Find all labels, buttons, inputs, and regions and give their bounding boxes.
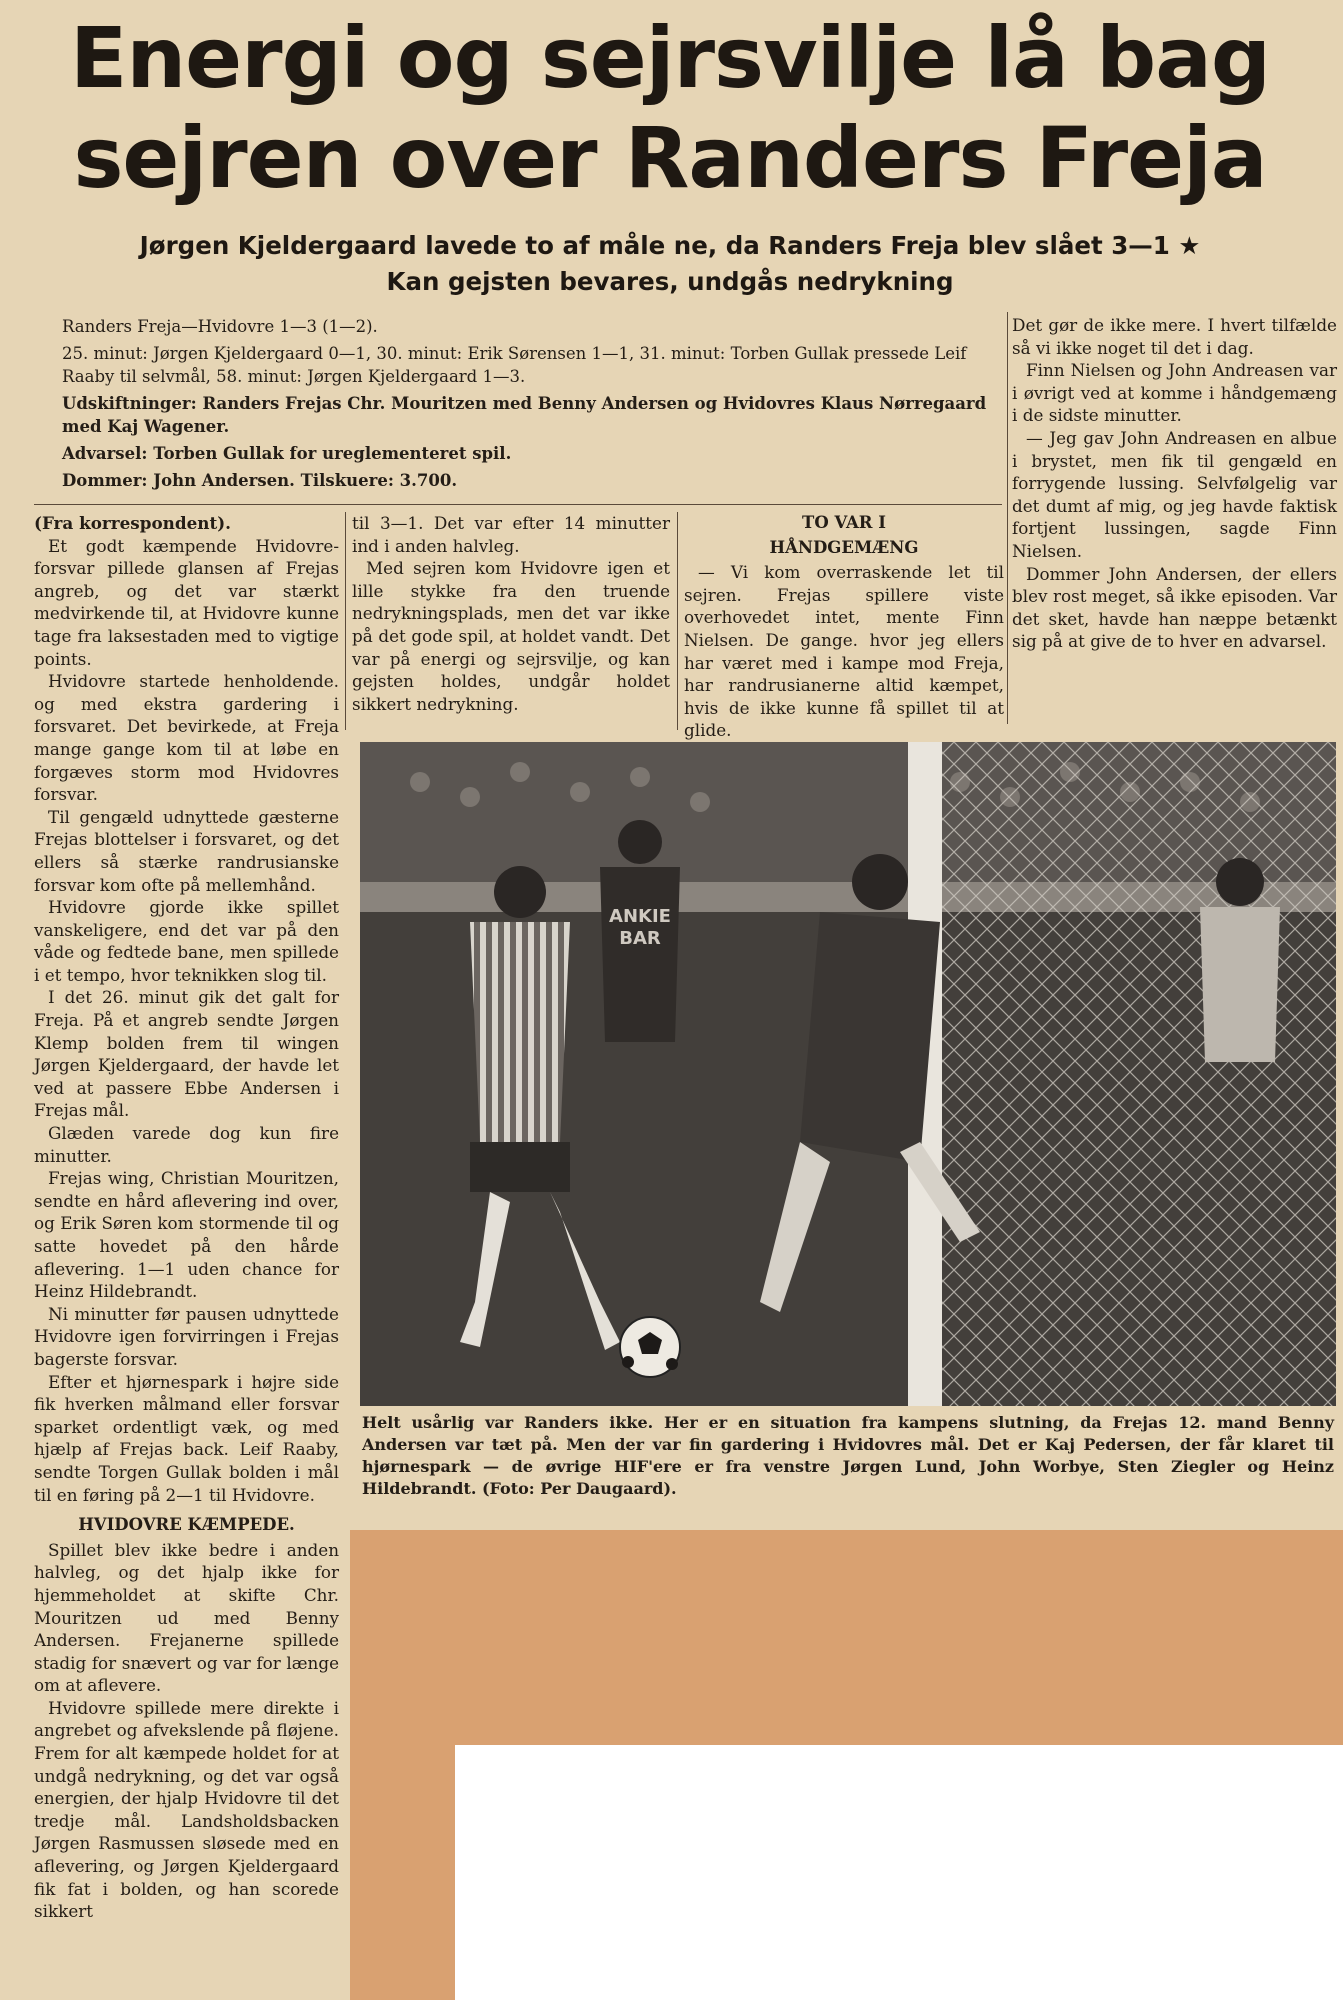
subheadline-line-2: Kan gejsten bevares, undgås nedrykning — [386, 267, 954, 296]
paragraph: Ni minutter før pausen udnyttede Hvidovre igen forvirringen i Frejas bagerste forsvar. — [34, 1303, 339, 1369]
blank-area — [455, 1745, 1343, 2000]
paragraph: Hvidovre startede henholdende. og med ekstra gardering i forsvaret. Det bevirkede, at Freja mange gange kom til at løbe en forgæves storm mod Hvidovres forsvar. — [34, 671, 339, 805]
subheadline-line-1: Jørgen Kjeldergaard lavede to af måle ne, da Randers Freja blev slået 3—1 ★ — [139, 231, 1201, 260]
goal-net — [942, 742, 1336, 1406]
photo-illustration — [360, 742, 1336, 1406]
match-warning: Advarsel: Torben Gullak for ureglementeret spil. — [62, 444, 512, 463]
section-rule — [34, 504, 1002, 505]
paragraph: Hvidovre spillede mere direkte i angrebet og afvekslende på fløjene. Frem for alt kæmpede holdet for at undgå nedrykning, og det var også energien, der hjalp Hvidovre til det tredje mål. Landsholdsbacken Jørgen Rasmussen sløsede med en aflevering, og Jørgen Kjeldergaard fik fat i bolden, og han scorede sikkert — [34, 1697, 339, 1922]
column-rule — [677, 512, 678, 730]
match-goals: 25. minut: Jørgen Kjeldergaard 0—1, 30. minut: Erik Sørensen 1—1, 31. minut: Torben Gullak pressede Leif Raaby til selvmål, 58. minut: Jørgen Kjeldergaard 1—3. — [62, 344, 967, 386]
column-rule — [345, 512, 346, 730]
paragraph: Et godt kæmpende Hvidovre-forsvar pillede glansen af Frejas angreb, og det var stærkt medvirkende til, at Hvidovre kunne tage fra laksestaden med to vigtige points. — [34, 535, 339, 669]
paragraph: Til gengæld udnyttede gæsterne Frejas blottelser i forsvaret, og det ellers så stærke randrusianske forsvar kom ofte på mellemhånd. — [34, 806, 339, 895]
match-facts — [62, 315, 1002, 496]
paragraph: Efter et hjørnespark i højre side fik hverken målmand eller forsvar sparket ordentligt væk, og med hjælp af Frejas back. Leif Raaby, sendte Torgen Gullak bolden i mål til en føring på 2—1 til Hvidovre. — [34, 1371, 339, 1505]
paragraph: I det 26. minut gik det galt for Freja. På et angreb sendte Jørgen Klemp bolden frem til wingen Jørgen Kjeldergaard, der havde let ved at passere Ebbe Andersen i Frejas mål. — [34, 987, 339, 1121]
paragraph: Hvidovre gjorde ikke spillet vanskeligere, end det var på den våde og fedtede bane, men spillede i et tempo, hvor teknikken slog til. — [34, 897, 339, 985]
paragraph: — Vi kom overraskende let til sejren. Frejas spillere viste overhovedet intet, mente Finn Nielsen. De gange. hvor jeg ellers har været med i kampe mod Freja, har randrusianerne altid kæmpet, hvis de ikke kunne få spillet til at glide. — [684, 562, 1004, 741]
article-column-2 — [352, 512, 670, 715]
article-column-1 — [34, 512, 339, 1923]
football — [620, 1317, 680, 1377]
paragraph: Finn Nielsen og John Andreasen var i øvrigt ved at komme i håndgemæng i de sidste minutter. — [1012, 360, 1337, 426]
shirt-text-1: ANKIE — [609, 906, 671, 927]
article-column-4 — [1012, 314, 1337, 653]
match-substitutions: Udskiftninger: Randers Frejas Chr. Mouritzen med Benny Andersen og Hvidovres Klaus Nørregaard med Kaj Wagener. — [62, 394, 987, 436]
paragraph: til 3—1. Det var efter 14 minutter ind i anden halvleg. — [352, 513, 670, 556]
paragraph: Med sejren kom Hvidovre igen et lille stykke fra den truende nedrykningsplads, men det var ikke på det gode spil, at holdet vandt. Det var på energi og sejrsvilje, og kan gejsten holdes, undgår holdet sikkert nedrykning. — [352, 558, 670, 714]
subheadline — [40, 228, 1300, 300]
byline: (Fra korrespondent). — [34, 513, 232, 533]
article-column-3 — [684, 512, 1004, 742]
headline-line-1: Energi og sejrsvilje lå bag — [69, 9, 1271, 107]
match-score: Randers Freja—Hvidovre 1—3 (1—2). — [62, 317, 378, 336]
shirt-text-2: BAR — [619, 928, 661, 949]
paragraph: Dommer John Andersen, der ellers blev rost meget, så ikke episoden. Var det sket, havde han næppe betænkt sig på at give de to hver en advarsel. — [1012, 563, 1337, 652]
paragraph: Det gør de ikke mere. I hvert tilfælde så vi ikke noget til det i dag. — [1012, 315, 1337, 358]
photo-caption: Helt usårlig var Randers ikke. Her er en situation fra kampens slutning, da Frejas 12. mand Benny Andersen var tæt på. Men der var fin gardering i Hvidovres mål. Det er Kaj Pedersen, der får klaret til hjørnespark — de øvrige HIF'ere er fra venstre Jørgen Lund, John Worbye, Sten Ziegler og Heinz Hildebrandt. (Foto: Per Daugaard). — [362, 1413, 1334, 1498]
headline-line-2: sejren over Randers Freja — [73, 109, 1267, 207]
column-rule — [1007, 312, 1008, 724]
paragraph: Spillet blev ikke bedre i anden halvleg, og det hjalp ikke for hjemmeholdet at skifte Chr. Mouritzen ud med Benny Andersen. Frejanerne spillede stadig for snævert og var for længe om at aflevere. — [34, 1539, 339, 1696]
subheading-line-2: HÅNDGEMÆNG — [769, 537, 919, 557]
subheading: HVIDOVRE KÆMPEDE. — [78, 1515, 295, 1535]
match-photo — [360, 742, 1336, 1406]
paragraph: Frejas wing, Christian Mouritzen, sendte en hård aflevering ind over, og Erik Søren kom stormende til og satte hovedet på den hårde aflevering. 1—1 uden chance for Heinz Hildebrandt. — [34, 1168, 339, 1302]
headline — [40, 8, 1300, 208]
match-referee: Dommer: John Andersen. Tilskuere: 3.700. — [62, 471, 458, 490]
paragraph: — Jeg gav John Andreasen en albue i brystet, men fik til gengæld en forrygende lussing. Selvfølgelig var det dumt af mig, og jeg havde faktisk fortjent lussingen, sagde Finn Nielsen. — [1012, 427, 1337, 561]
subheading-line-1: TO VAR I — [802, 513, 886, 532]
paragraph: Glæden varede dog kun fire minutter. — [34, 1123, 339, 1166]
